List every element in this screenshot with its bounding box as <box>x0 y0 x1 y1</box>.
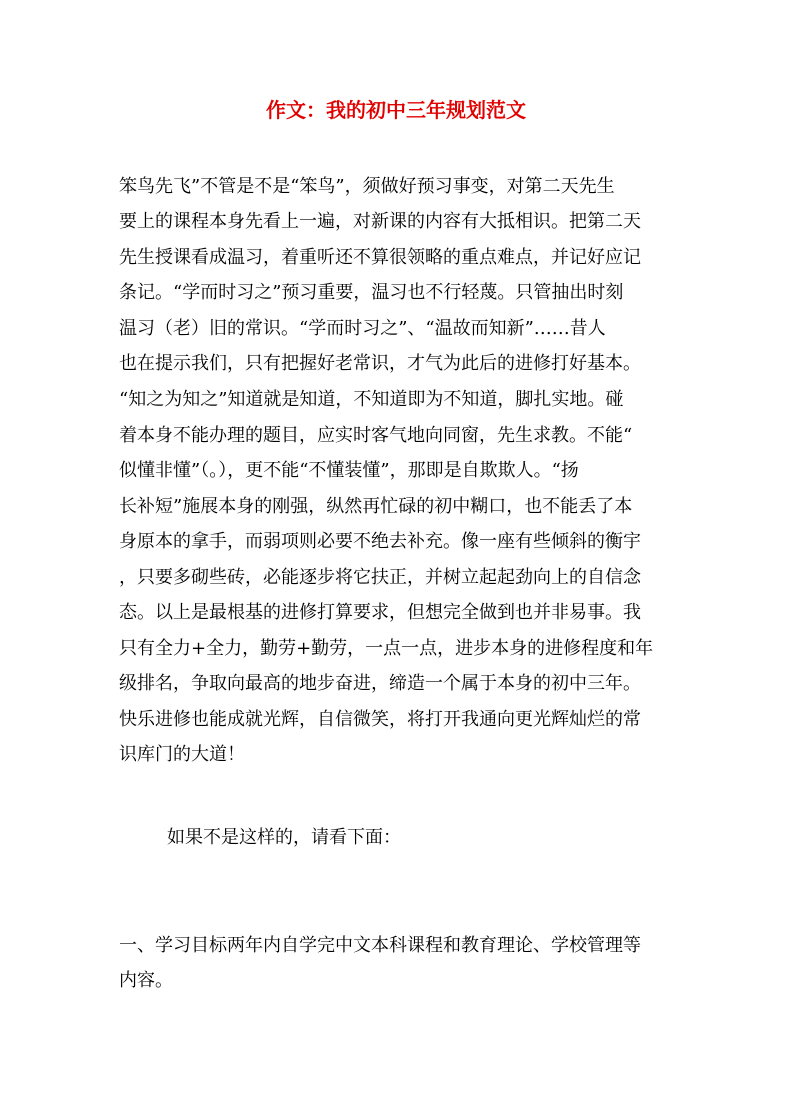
transition-line: 如果不是这样的，请看下面： <box>167 827 401 848</box>
body-line: 长补短”施展本身的刚强，纵然再忙碌的初中糊口，也不能丢了本 <box>119 496 633 517</box>
body-line: 识库门的大道！ <box>119 744 245 765</box>
body-line: 笨鸟先飞”不管是不是“笨鸟”，须做好预习事变，对第二天先生 <box>119 176 615 197</box>
section-line: 一、学习目标两年内自学完中文本科课程和教育理论、学校管理等 <box>119 935 641 956</box>
body-line: “知之为知之”知道就是知道，不知道即为不知道，脚扎实地。碰 <box>119 389 624 410</box>
body-line: 身原本的拿手，而弱项则必要不绝去补充。像一座有些倾斜的衡宇 <box>119 531 641 552</box>
page-title: 作文：我的初中三年规划范文 <box>266 98 526 122</box>
body-line: 要上的课程本身先看上一遍，对新课的内容有大抵相识。把第二天 <box>119 211 641 232</box>
body-line: 条记。“学而时习之”预习重要，温习也不行轻蔑。只管抽出时刻 <box>119 282 624 303</box>
body-line: 级排名，争取向最高的地步奋进，缔造一个属于本身的初中三年。 <box>119 673 641 694</box>
body-line: 只有全力+全力，勤劳+勤劳，一点一点，进步本身的进修程度和年 <box>119 638 654 659</box>
body-line: 温习（老）旧的常识。“学而时习之”、“温故而知新”……昔人 <box>119 318 606 339</box>
body-line: 态。以上是最根基的进修打算要求，但想完全做到也并非易事。我 <box>119 602 641 623</box>
section-line: 内容。 <box>119 970 173 991</box>
body-line: 着本身不能办理的题目，应实时客气地向同窗，先生求教。不能“ <box>119 425 633 446</box>
body-line: 快乐进修也能成就光辉，自信微笑，将打开我通向更光辉灿烂的常 <box>119 709 641 730</box>
body-line: 先生授课看成温习，着重听还不算很领略的重点难点，并记好应记 <box>119 247 641 268</box>
body-line: 似懂非懂”（。），更不能“不懂装懂”，那即是自欺欺人。“扬 <box>119 460 579 481</box>
body-line: ，只要多砌些砖，必能逐步将它扶正，并树立起起劲向上的自信念 <box>119 567 641 588</box>
body-line: 也在提示我们，只有把握好老常识，才气为此后的进修打好基本。 <box>119 353 641 374</box>
